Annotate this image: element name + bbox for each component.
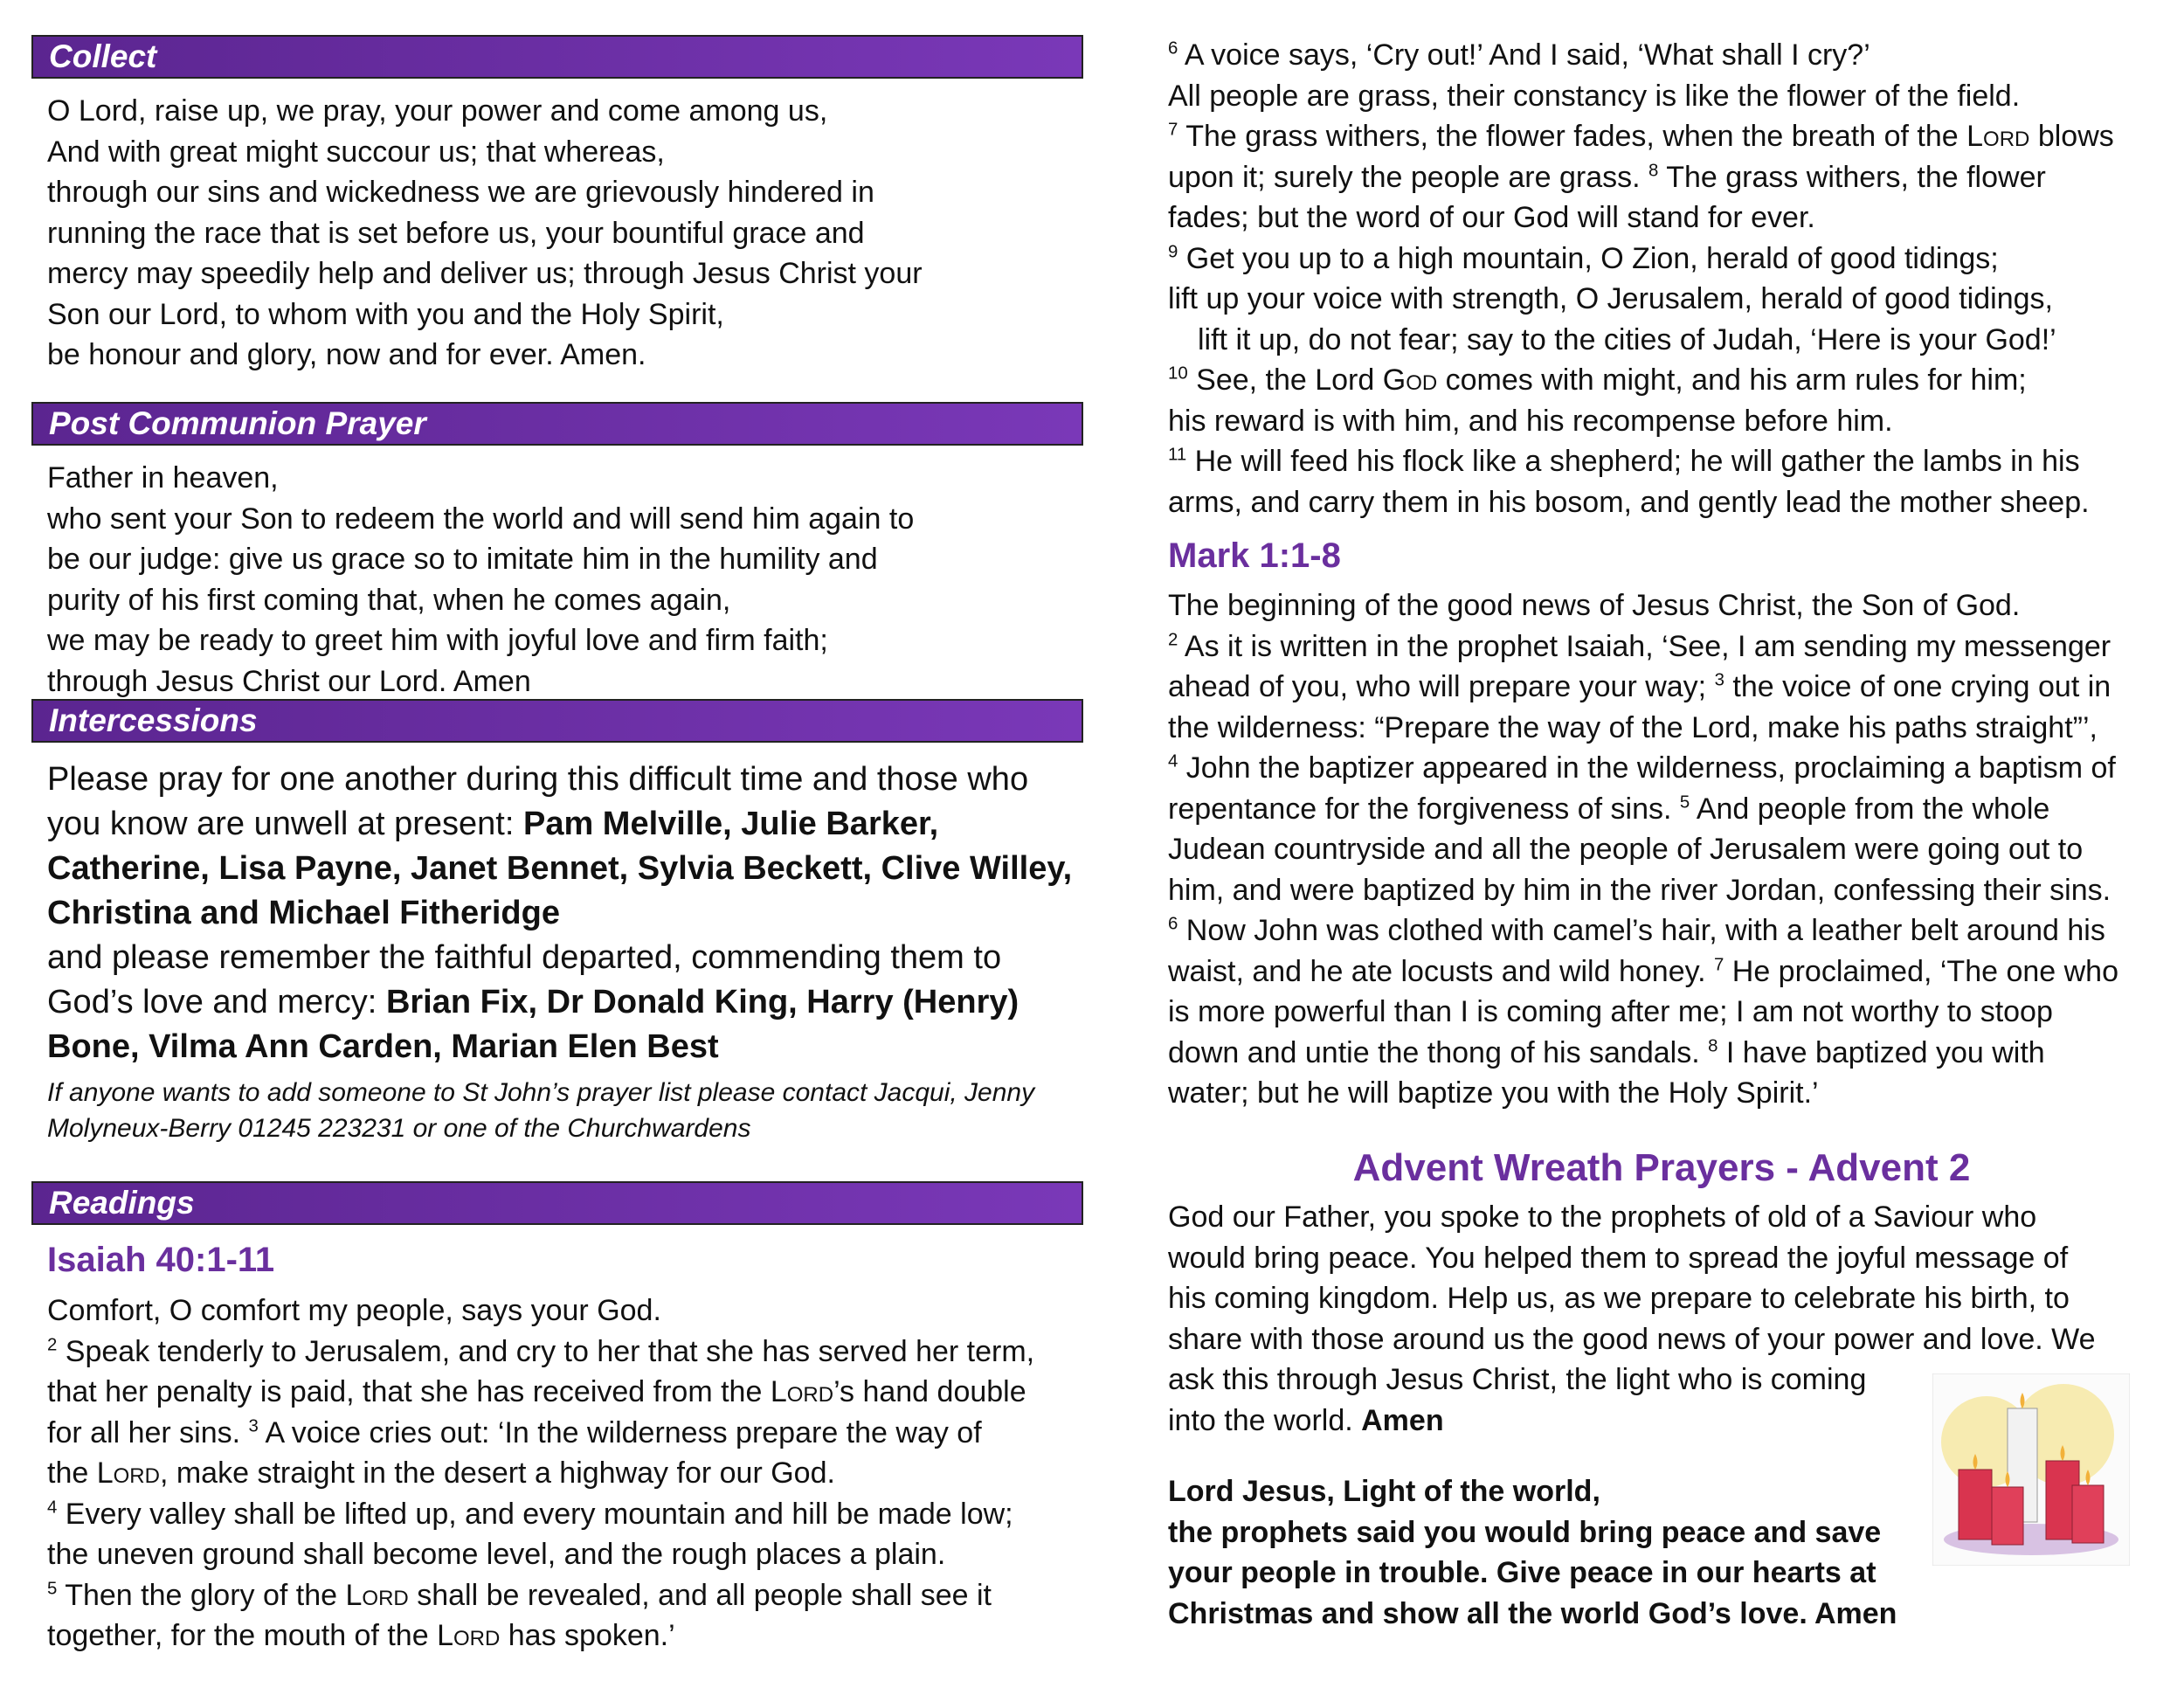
collect-line: running the race that is set before us, your bountiful grace and: [47, 216, 865, 250]
collect-line: Son our Lord, to whom with you and the Holy Spirit,: [47, 297, 724, 331]
advent-prayer-2: Lord Jesus, Light of the world, the prophets said you would bring peace and save your people in trouble. Give peace in our hearts at Christmas and show all the world God’s love. Amen: [1168, 1475, 1897, 1630]
collect-header: Collect: [31, 35, 1083, 79]
sick-names: Pam Melville, Julie Barker,: [522, 806, 939, 842]
isaiah-text: Comfort, O comfort my people, says your God. $^2$ Speak tenderly to Jerusalem, and cry to her that she has served her term, that her penalty is paid, that she has received from the Lord’s hand double for all her sins. $^3$ A voice cries out: ‘In the wilderness prepare the way of the Lord, make straight in the desert a highway for our God. $^4$ Every valley shall be lifted up, and every mountain and hill be made low; the uneven ground shall become level, and the rough places a plain. $^5$ Then the glory of the Lord shall be revealed, and all people shall see it together, for the mouth of the Lord has spoken.’: [47, 1294, 1035, 1652]
advent-candles-image: [1932, 1373, 2130, 1566]
post-communion-line: who sent your Son to redeem the world and will send him again to: [47, 502, 915, 536]
mark-text: The beginning of the good news of Jesus Christ, the Son of God. $^2$ As it is written in the prophet Isaiah, ‘See, I am sending my messenger ahead of you, who will prepare your way; $^3$ the voice of one crying out in the wilderness: “Prepare the way of the Lord, make his paths straight”’, $^4$ John the baptizer appeared in the wilderness, proclaiming a baptism of repentance for the forgiveness of sins. $^5$ And people from the whole Judean countryside and all the people of Jerusalem were going out to him, and were baptized by him in the river Jordan, confessing their sins. $^6$ Now John was clothed with camel’s hair, with a leather belt around his waist, and he ate locusts and wild honey. $^7$ He proclaimed, ‘The one who is more powerful than I is coming after me; I am not worthy to stoop down and untie the thong of his sandals. $^8$ I have baptized you with water; but he will baptize you with the Holy Spirit.’: [1168, 589, 2118, 1110]
sick-names: Christina and Michael Fitheridge: [47, 895, 560, 931]
isaiah-reference: Isaiah 40:1-11: [47, 1241, 275, 1279]
post-communion-header: Post Communion Prayer: [31, 402, 1083, 446]
collect-line: O Lord, raise up, we pray, your power and come among us,: [47, 94, 828, 128]
collect-text: [47, 91, 923, 376]
post-communion-line: be our judge: give us grace so to imitate him in the humility and: [47, 543, 878, 576]
intercessions-text: Please pray for one another during this difficult time and those who you know are unwell at present: Pam Melville, Julie Barker, Catherine, Lisa Payne, Janet Bennet, Sylvia Beckett, Clive Willey, Christina and Michael Fitheridge and please remember the faithful departed, commending them to God’s love and mercy: Brian Fix, Dr Donald King, Harry (Henry) Bone, Vilma Ann Carden, Marian Elen Best: [47, 758, 1072, 1069]
departed-names: Brian Fix, Dr Donald King, Harry (Henry): [385, 984, 1019, 1020]
post-communion-line: through Jesus Christ our Lord. Amen: [47, 664, 531, 698]
post-communion-line: purity of his first coming that, when he comes again,: [47, 583, 731, 617]
mark-reference: Mark 1:1-8: [1168, 536, 1341, 575]
isaiah-continued-text: $^6$ A voice says, ‘Cry out!’ And I said, ‘What shall I cry?’ All people are grass, their constancy is like the flower of the field. $^7$ The grass withers, the flower fades, when the breath of the Lord blows upon it; surely the people are grass. $^8$ The grass withers, the flower fades; but the word of our God will stand for ever. $^9$ Get you up to a high mountain, O Zion, herald of good tidings; lift up your voice with strength, O Jerusalem, herald of good tidings, lift it up, do not fear; say to the cities of Judah, ‘Here is your God!’ $^{10}$ See, the Lord God comes with might, and his arm rules for him; his reward is with him, and his recompense before him. $^{11}$ He will feed his flock like a shepherd; he will gather the lambs in his arms, and carry them in his bosom, and gently lead the mother sheep.: [1168, 38, 2114, 519]
collect-line: through our sins and wickedness we are grievously hindered in: [47, 176, 874, 209]
collect-line: mercy may speedily help and deliver us; through Jesus Christ your: [47, 257, 923, 290]
intercessions-header: Intercessions: [31, 699, 1083, 743]
post-communion-line: Father in heaven,: [47, 461, 279, 495]
post-communion-line: we may be ready to greet him with joyful love and firm faith;: [47, 624, 828, 657]
departed-names: Bone, Vilma Ann Carden, Marian Elen Best: [47, 1028, 719, 1065]
advent-prayer-1: God our Father, you spoke to the prophets of old of a Saviour who would bring peace. You helped them to spread the joyful message of his coming kingdom. Help us, as we prepare to celebrate his birth, to share with those around us the good news of your power and love. We ask this through Jesus Christ, the light who is coming into the world. Amen: [1168, 1200, 2096, 1437]
readings-header: Readings: [31, 1181, 1083, 1225]
collect-line: And with great might succour us; that whereas,: [47, 135, 665, 169]
prayer-list-note: If anyone wants to add someone to St John’s prayer list please contact Jacqui, Jenny Molyneux-Berry 01245 223231 or one of the Churchwardens: [47, 1078, 1035, 1143]
post-communion-text: [47, 458, 914, 702]
advent-candles-drawing: [1932, 1373, 2130, 1566]
sick-names: Catherine, Lisa Payne, Janet Bennet, Sylvia Beckett, Clive Willey,: [47, 850, 1073, 887]
collect-line: be honour and glory, now and for ever. Amen.: [47, 338, 646, 371]
advent-title: Advent Wreath Prayers - Advent 2: [1352, 1146, 1971, 1189]
